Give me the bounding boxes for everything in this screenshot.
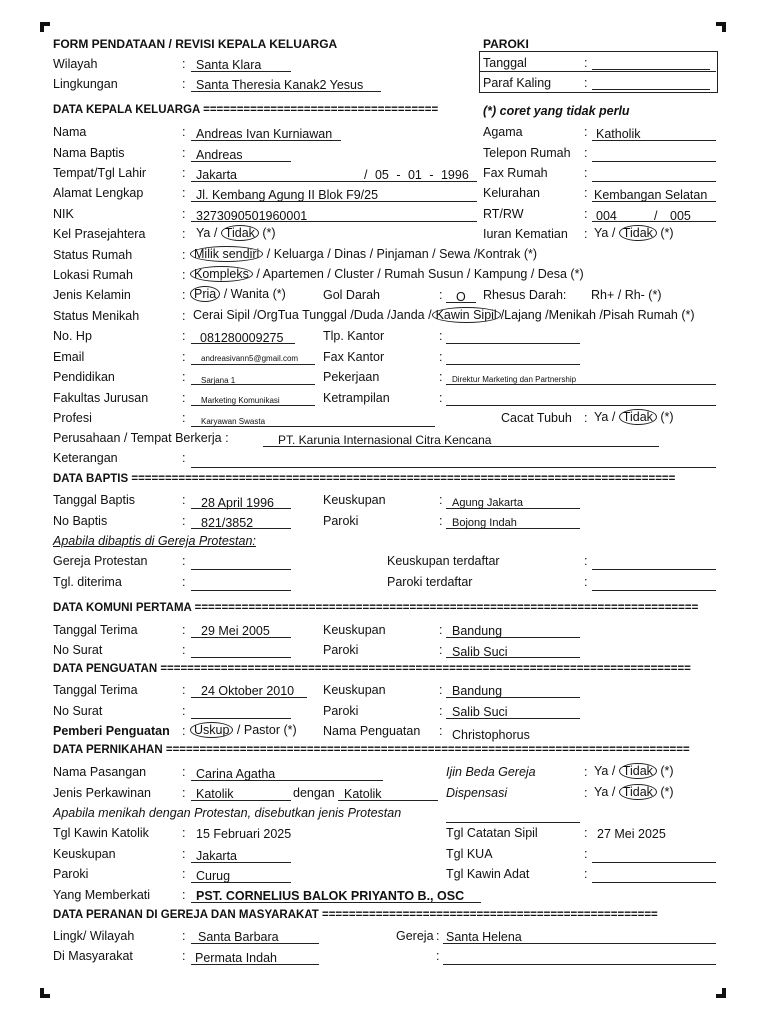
paroki-box-divider — [479, 71, 716, 72]
option-star: (*) — [262, 226, 276, 240]
colon: : — [182, 929, 186, 943]
rhesus-label: Rhesus Darah: — [483, 288, 567, 302]
option-star: (*) — [660, 410, 674, 424]
komuni-keuskupan-value: Bandung — [452, 624, 503, 638]
form-title: FORM PENDATAAN / REVISI KEPALA KELUARGA — [53, 37, 338, 51]
penguatan-paroki-value: Salib Suci — [452, 705, 508, 719]
option-rest: / Wanita (*) — [223, 287, 286, 301]
colon: : — [439, 724, 443, 738]
colon: : — [182, 186, 186, 200]
pekerjaan-label: Pekerjaan — [323, 370, 380, 384]
colon: : — [584, 76, 588, 90]
option-kompleks-circled: Kompleks — [190, 266, 253, 282]
nama-penguatan-label: Nama Penguatan — [323, 724, 421, 738]
colon: : — [182, 370, 186, 384]
gereja-protestan-label: Gereja Protestan — [53, 554, 148, 568]
paraf-label: Paraf Kaling — [483, 76, 552, 90]
pekerjaan-value: Direktur Marketing dan Partnership — [452, 375, 577, 384]
colon: : — [439, 493, 443, 507]
masyarakat-label: Di Masyarakat — [53, 949, 133, 963]
fakultas-value: Marketing Komunikasi — [201, 396, 280, 405]
colon: : — [584, 56, 588, 70]
tgl-kua-field[interactable] — [592, 848, 716, 863]
pemberi-penguatan-label: Pemberi Penguatan — [53, 724, 170, 738]
colon: : — [182, 575, 186, 589]
colon: : — [182, 77, 186, 91]
jenis-perkawinan-value-1: Katolik — [196, 787, 234, 801]
telepon-rumah-field[interactable] — [592, 147, 716, 162]
iuran-label: Iuran Kematian — [483, 227, 568, 241]
tgl-kawin-adat-label: Tgl Kawin Adat — [446, 867, 530, 881]
note-coret: (*) coret yang tidak perlu — [483, 104, 630, 118]
iuran-options[interactable] — [594, 225, 674, 241]
tgl-diterima-label: Tgl. diterima — [53, 575, 122, 589]
nama-label: Nama — [53, 125, 87, 139]
pendidikan-label: Pendidikan — [53, 370, 115, 384]
tanggal-baptis-value: 28 April 1996 — [201, 496, 274, 510]
option-tidak-circled: Tidak — [619, 409, 657, 425]
masyarakat-extra-field[interactable] — [443, 950, 716, 965]
colon: : — [584, 227, 588, 241]
colon: : — [182, 391, 186, 405]
rhesus-options[interactable]: Rh+ / Rh- (*) — [591, 288, 662, 302]
keterangan-field[interactable] — [191, 453, 716, 468]
perusahaan-label: Perusahaan / Tempat Berkerja : — [53, 431, 229, 445]
colon: : — [182, 704, 186, 718]
colon: : — [439, 391, 443, 405]
keuskupan-terdaftar-field[interactable] — [592, 555, 716, 570]
keuskupan-terdaftar-label: Keuskupan terdaftar — [387, 554, 500, 568]
nama-baptis-label: Nama Baptis — [53, 146, 125, 160]
komuni-keuskupan-label: Keuskupan — [323, 623, 386, 637]
colon: : — [182, 227, 186, 241]
colon: : — [584, 826, 588, 840]
penguatan-paroki-label: Paroki — [323, 704, 359, 718]
colon: : — [182, 350, 186, 364]
option-ya: Ya / — [594, 785, 616, 799]
komuni-no-surat-field[interactable] — [191, 643, 291, 658]
gereja-label: Gereja — [396, 929, 434, 943]
colon: : — [439, 288, 443, 302]
option-before: Cerai Sipil /OrgTua Tunggal /Duda /Janda / — [193, 308, 432, 322]
colon: : — [182, 643, 186, 657]
fax-kantor-label: Fax Kantor — [323, 350, 385, 364]
colon: : — [182, 724, 186, 738]
colon: : — [182, 288, 186, 302]
paroki-terdaftar-field[interactable] — [592, 576, 716, 591]
nama-baptis-value: Andreas — [196, 148, 243, 162]
colon: : — [584, 554, 588, 568]
colon: : — [182, 554, 186, 568]
keuskupan-baptis-label: Keuskupan — [323, 493, 386, 507]
option-kawin-sipil-circled: Kawin Sipil — [432, 307, 501, 323]
colon: : — [584, 207, 588, 221]
colon: : — [182, 765, 186, 779]
tgl-catatan-sipil-value[interactable]: 27 Mei 2025 — [597, 827, 666, 841]
dispensasi-label: Dispensasi — [446, 786, 508, 800]
cacat-tubuh-label: Cacat Tubuh — [501, 411, 572, 425]
tlp-kantor-label: Tlp. Kantor — [323, 329, 385, 343]
protestan-nikah-note: Apabila menikah dengan Protestan, disebutkan jenis Protestan — [53, 806, 402, 820]
pendidikan-value: Sarjana 1 — [201, 376, 236, 385]
ketrampilan-label: Ketrampilan — [323, 391, 390, 405]
ttl-tempat-value: Jakarta — [196, 168, 237, 182]
option-star: (*) — [660, 785, 674, 799]
tgl-kawin-katolik-label: Tgl Kawin Katolik — [53, 826, 149, 840]
rt-value: 004 — [596, 209, 617, 223]
fax-rumah-label: Fax Rumah — [483, 166, 548, 180]
paraf-field[interactable] — [592, 75, 710, 90]
penguatan-no-surat-label: No Surat — [53, 704, 103, 718]
tgl-catatan-sipil-label: Tgl Catatan Sipil — [446, 826, 538, 840]
gol-darah-value: O — [456, 290, 466, 304]
colon: : — [182, 146, 186, 160]
telepon-rumah-label: Telepon Rumah — [483, 146, 571, 160]
option-pria-circled: Pria — [190, 286, 220, 302]
jenis-perkawinan-label: Jenis Perkawinan — [53, 786, 151, 800]
lingk-wilayah-label: Lingk/ Wilayah — [53, 929, 135, 943]
option-star: (*) — [660, 764, 674, 778]
paroki-terdaftar-label: Paroki terdaftar — [387, 575, 473, 589]
corner-mark-bottom-right — [716, 988, 726, 998]
colon: : — [584, 186, 588, 200]
nama-penguatan-value[interactable]: Christophorus — [452, 728, 530, 742]
fax-kantor-field[interactable] — [446, 350, 580, 365]
masyarakat-value: Permata Indah — [195, 951, 277, 965]
profesi-value: Karyawan Swasta — [201, 417, 266, 426]
keuskupan-baptis-value: Agung Jakarta — [452, 497, 523, 509]
colon: : — [584, 146, 588, 160]
colon: : — [439, 683, 443, 697]
corner-mark-bottom-left — [40, 988, 50, 998]
colon: : — [439, 643, 443, 657]
no-baptis-value: 821/3852 — [201, 516, 254, 530]
fakultas-label: Fakultas Jurusan — [53, 391, 149, 405]
corner-mark-top-right — [716, 22, 726, 32]
nama-pasangan-value: Carina Agatha — [196, 767, 276, 781]
section-pernikahan: DATA PERNIKAHAN ============================================================================== — [53, 744, 690, 756]
protestan-baptis-note: Apabila dibaptis di Gereja Protestan: — [53, 534, 256, 548]
tanggal-baptis-label: Tanggal Baptis — [53, 493, 136, 507]
section-kepala-keluarga: DATA KEPALA KELUARGA =================================== — [53, 104, 439, 116]
status-rumah-options[interactable] — [190, 246, 537, 262]
colon: : — [182, 847, 186, 861]
colon: : — [439, 350, 443, 364]
rtrw-label: RT/RW — [483, 207, 524, 221]
fax-rumah-field[interactable] — [592, 167, 716, 182]
keuskupan-nikah-label: Keuskupan — [53, 847, 116, 861]
colon: : — [182, 451, 186, 465]
colon: : — [584, 765, 588, 779]
penguatan-keuskupan-label: Keuskupan — [323, 683, 386, 697]
option-ya: Ya / — [594, 410, 616, 424]
colon: : — [182, 207, 186, 221]
komuni-paroki-value: Salib Suci — [452, 645, 508, 659]
keuskupan-nikah-value: Jakarta — [196, 849, 237, 863]
jenis-perkawinan-value-2: Katolik — [344, 787, 382, 801]
tgl-diterima-field[interactable] — [191, 576, 291, 591]
ketrampilan-field[interactable] — [446, 391, 716, 406]
prasejahtera-options[interactable] — [196, 225, 276, 241]
kelurahan-label: Kelurahan — [483, 186, 540, 200]
gereja-value: Santa Helena — [446, 930, 522, 944]
tanggal-field[interactable] — [592, 55, 710, 70]
penguatan-tanggal-label: Tanggal Terima — [53, 683, 138, 697]
lokasi-rumah-label: Lokasi Rumah — [53, 268, 133, 282]
colon: : — [182, 166, 186, 180]
lingkungan-label: Lingkungan — [53, 77, 118, 91]
no-baptis-label: No Baptis — [53, 514, 108, 528]
tanggal-label: Tanggal — [483, 56, 527, 70]
paroki-baptis-value: Bojong Indah — [452, 517, 517, 529]
gereja-protestan-field[interactable] — [191, 555, 291, 570]
pemberi-penguatan-options[interactable] — [190, 722, 297, 738]
colon: : — [182, 683, 186, 697]
rtrw-separator: / — [654, 209, 658, 223]
komuni-tanggal-value: 29 Mei 2005 — [201, 624, 270, 638]
colon: : — [182, 411, 186, 425]
nik-value: 3273090501960001 — [196, 209, 308, 223]
paroki-heading: PAROKI — [483, 37, 529, 51]
option-rest: / Pastor (*) — [236, 723, 297, 737]
colon: : — [182, 309, 186, 323]
tgl-kawin-adat-field[interactable] — [592, 868, 716, 883]
colon: : — [182, 867, 186, 881]
status-rumah-label: Status Rumah — [53, 248, 133, 262]
no-hp-label: No. Hp — [53, 329, 92, 343]
option-rest: / Apartemen / Cluster / Rumah Susun / Kampung / Desa (*) — [256, 267, 584, 281]
colon: : — [182, 493, 186, 507]
option-tidak-circled: Tidak — [619, 763, 657, 779]
penguatan-tanggal-value: 24 Oktober 2010 — [201, 684, 295, 698]
wilayah-label: Wilayah — [53, 57, 98, 71]
colon: : — [182, 786, 186, 800]
gol-darah-label: Gol Darah — [323, 288, 380, 302]
section-peranan: DATA PERANAN DI GEREJA DAN MASYARAKAT ================================================== — [53, 909, 658, 921]
colon: : — [439, 623, 443, 637]
cacat-tubuh-options[interactable] — [594, 409, 674, 425]
ijin-beda-gereja-label: Ijin Beda Gereja — [446, 765, 536, 779]
no-hp-value: 081280009275 — [200, 331, 284, 345]
option-tidak-circled: Tidak — [619, 784, 657, 800]
tgl-kawin-katolik-value[interactable]: 15 Februari 2025 — [196, 827, 292, 841]
option-ya: Ya / — [196, 226, 218, 240]
prasejahtera-label: Kel Prasejahtera — [53, 227, 146, 241]
colon: : — [584, 166, 588, 180]
ttl-tanggal-value: / 05 - 01 - 1996 — [364, 168, 469, 182]
colon: : — [439, 514, 443, 528]
corner-mark-top-left — [40, 22, 50, 32]
colon: : — [439, 329, 443, 343]
pemberkati-label: Yang Memberkati — [53, 888, 151, 902]
paroki-baptis-label: Paroki — [323, 514, 359, 528]
option-ya: Ya / — [594, 764, 616, 778]
penguatan-no-surat-field[interactable] — [191, 704, 291, 719]
option-rest: / Keluarga / Dinas / Pinjaman / Sewa /Kontrak (*) — [266, 247, 538, 261]
komuni-no-surat-label: No Surat — [53, 643, 103, 657]
paroki-nikah-label: Paroki — [53, 867, 89, 881]
komuni-tanggal-label: Tanggal Terima — [53, 623, 138, 637]
colon: : — [182, 268, 186, 282]
colon: : — [584, 125, 588, 139]
colon: : — [436, 949, 440, 963]
option-tidak-circled: Tidak — [221, 225, 259, 241]
profesi-label: Profesi — [53, 411, 92, 425]
colon: : — [182, 949, 186, 963]
colon: : — [182, 623, 186, 637]
colon: : — [439, 704, 443, 718]
colon: : — [584, 867, 588, 881]
colon: : — [182, 329, 186, 343]
colon: : — [182, 248, 186, 262]
option-star: (*) — [660, 226, 674, 240]
lokasi-rumah-options[interactable] — [190, 266, 584, 282]
agama-value: Katholik — [596, 127, 641, 141]
tgl-kua-label: Tgl KUA — [446, 847, 493, 861]
lingk-wilayah-value: Santa Barbara — [198, 930, 279, 944]
nik-label: NIK — [53, 207, 74, 221]
option-uskup-circled: Uskup — [190, 722, 233, 738]
paroki-nikah-value: Curug — [196, 869, 231, 883]
colon: : — [584, 786, 588, 800]
ijin-beda-gereja-options[interactable] — [594, 763, 674, 779]
kelurahan-value: Kembangan Selatan — [594, 188, 708, 202]
colon: : — [436, 929, 440, 943]
jenis-kelamin-options[interactable] — [190, 286, 286, 302]
ttl-label: Tempat/Tgl Lahir — [53, 166, 147, 180]
section-penguatan: DATA PENGUATAN =============================================================================== — [53, 663, 691, 675]
colon: : — [182, 125, 186, 139]
colon: : — [182, 57, 186, 71]
jenis-protestan-field[interactable] — [446, 808, 580, 823]
email-label: Email — [53, 350, 85, 364]
rw-value: 005 — [670, 209, 691, 223]
alamat-value: Jl. Kembang Agung II Blok F9/25 — [196, 188, 379, 202]
wilayah-value: Santa Klara — [196, 58, 262, 72]
email-value: andreasivann5@gmail.com — [201, 354, 299, 363]
section-baptis: DATA BAPTIS ================================================================================= — [53, 473, 676, 485]
colon: : — [182, 826, 186, 840]
dispensasi-options[interactable] — [594, 784, 674, 800]
option-after: /Lajang /Menikah /Pisah Rumah (*) — [500, 308, 695, 322]
option-milik-sendiri-circled: Milik sendiri — [190, 246, 263, 262]
komuni-paroki-label: Paroki — [323, 643, 359, 657]
keterangan-label: Keterangan — [53, 451, 118, 465]
alamat-label: Alamat Lengkap — [53, 186, 144, 200]
section-komuni: DATA KOMUNI PERTAMA =========================================================================== — [53, 602, 699, 614]
nama-pasangan-label: Nama Pasangan — [53, 765, 147, 779]
pemberkati-value: PST. CORNELIUS BALOK PRIYANTO B., OSC — [196, 889, 465, 903]
colon: : — [584, 411, 588, 425]
option-tidak-circled: Tidak — [619, 225, 657, 241]
option-ya: Ya / — [594, 226, 616, 240]
nama-value: Andreas Ivan Kurniawan — [196, 127, 333, 141]
status-menikah-options[interactable] — [193, 307, 695, 323]
lingkungan-value: Santa Theresia Kanak2 Yesus — [196, 78, 364, 92]
agama-label: Agama — [483, 125, 523, 139]
status-menikah-label: Status Menikah — [53, 309, 140, 323]
colon: : — [182, 514, 186, 528]
colon: : — [182, 888, 186, 902]
penguatan-keuskupan-value: Bandung — [452, 684, 503, 698]
jenis-kelamin-label: Jenis Kelamin — [53, 288, 131, 302]
colon: : — [584, 575, 588, 589]
perusahaan-value: PT. Karunia Internasional Citra Kencana — [278, 433, 492, 447]
colon: : — [439, 370, 443, 384]
dengan-label: dengan — [293, 786, 335, 800]
tlp-kantor-field[interactable] — [446, 329, 580, 344]
colon: : — [584, 847, 588, 861]
